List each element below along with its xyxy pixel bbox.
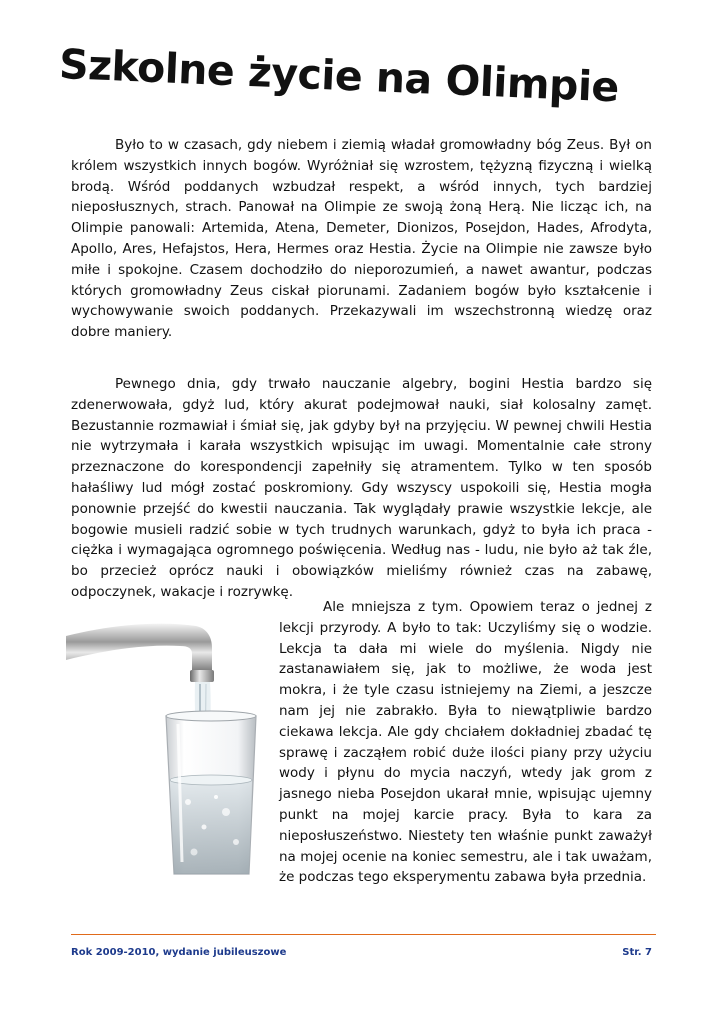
footer-edition: Rok 2009-2010, wydanie jubileuszowe [71, 947, 287, 958]
glass-icon [166, 711, 256, 874]
article-paragraph-2 [71, 374, 652, 603]
faucet-water-glass-illustration [66, 612, 266, 877]
paragraph-3-text: Ale mniejsza z tym. Opowiem teraz o jednej z lekcji przyrody. A było to tak: Uczyliśmy się o wodzie. Lekcja ta dała mi wiele do myślenia. Nigdy nie zastanawiałem się, jak to możliwe, że woda jest mokra, i że tyle czasu istniejemy na Ziemi, a jeszcze nam jej nie zabrakło. Była to niewątpliwie bardzo ciekawa lekcja. Ale gdy chciałem dokładniej zbadać tę sprawę i zacząłem robić duże ilości piany przy użyciu wody i płynu do mycia naczyń, wtedy jak grom z jasnego nieba Posejdon ukarał mnie, wpisując ujemny punkt na mojej karcie pracy. Była to kara za nieposłuszeństwo. Niestety ten właśnie punkt zaważył na mojej ocenie na koniec semestru, ale i tak uważam, że podczas tego eksperymentu zabawa była przednia. [279, 599, 652, 886]
paragraph-2-text: Pewnego dnia, gdy trwało nauczanie algebry, bogini Hestia bardzo się zdenerwowała, gdyż lud, który akurat podejmował nauki, siał kolosalny zamęt. Bezustannie rozmawiał i śmiał się, jak gdyby był na przyjęciu. W pewnej chwili Hestia nie wytrzymała i karała wszystkich wpisując im uwagi. Momentalnie całe strony przeznaczone do korespondencji zapełniły się atramentem. Tylko w ten sposób hałaśliwy lud mógł zostać poskromiony. Gdy wszyscy uspokoili się, Hestia mogła ponownie przejść do kwestii nauczania. Tak wyglądały prawie wszystkie lekcje, ale bogowie musieli radzić sobie w tych trudnych warunkach, gdyż to była ich praca - ciężka i wymagająca ogromnego poświęcenia. Według nas - ludu, nie było aż tak źle, bo przecież oprócz nauki i obowiązków mieliśmy również czas na zabawę, odpoczynek, wakacje i rozrywkę. [71, 376, 652, 600]
article-paragraph-1 [71, 135, 652, 343]
paragraph-1-text: Było to w czasach, gdy niebem i ziemią władał gromowładny bóg Zeus. Był on królem wszystkich innych bogów. Wyróżniał się wzrostem, tężyzną fizyczną i wielką brodą. Wśród poddanych wzbudzał respekt, a wśród innych, tych bardziej nieposłusznych, strach. Panował na Olimpie ze swoją żoną Herą. Nie licząc ich, na Olimpie panowali: Artemida, Atena, Demeter, Dionizos, Posejdon, Hades, Afrodyta, Apollo, Ares, Hefajstos, Hera, Hermes oraz Hestia. Życie na Olimpie nie zawsze było miłe i spokojne. Czasem dochodziło do nieporozumień, a nawet awantur, podczas których gromowładny Zeus ciskał piorunami. Zadaniem bogów było kształcenie i wychowywanie swoich poddanych. Przekazywali im wszechstronną wiedzę oraz dobre maniery. [71, 137, 652, 341]
article-paragraph-3 [279, 597, 652, 888]
faucet-icon [66, 624, 214, 682]
footer-divider [71, 934, 656, 935]
page-title: Szkolne życie na Olimpie [58, 40, 620, 112]
footer-page-number: Str. 7 [622, 947, 652, 958]
